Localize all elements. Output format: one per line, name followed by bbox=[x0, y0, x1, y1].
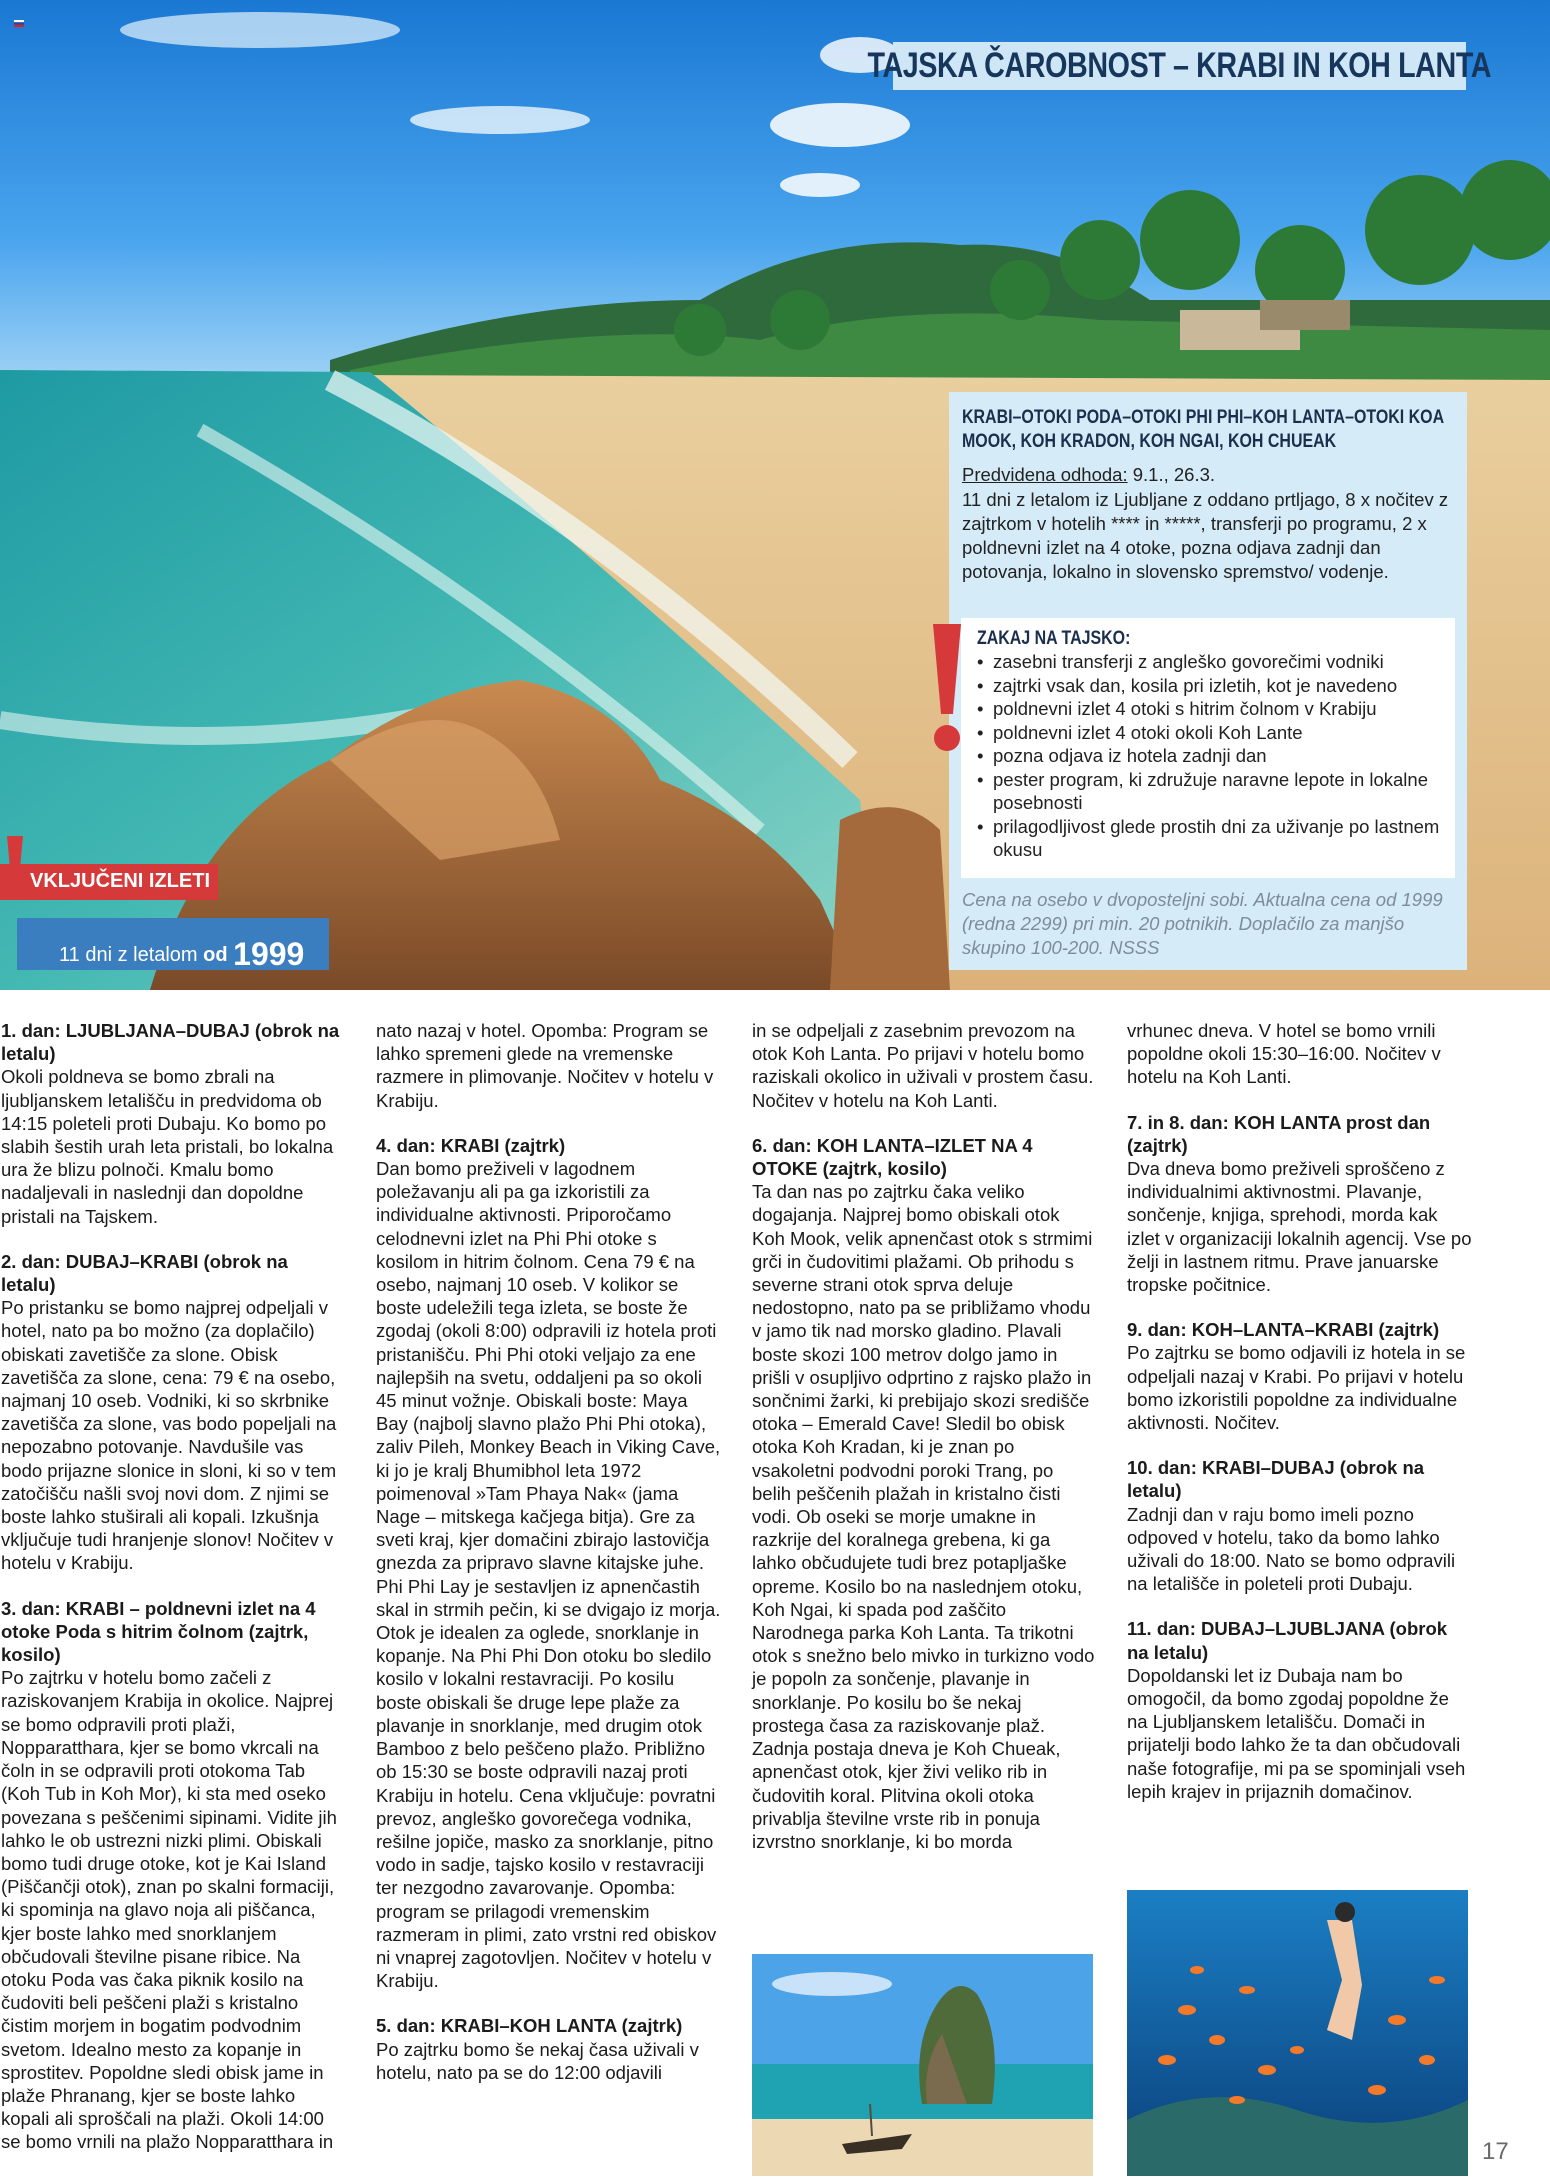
day-text: Po pristanku se bomo najprej odpeljali v hotel, nato pa bo možno (za doplačilo) obiskati zavetišče za slone. Obisk zavetišča za slone, cena: 79 € na osebo, najmanj 10 oseb. Vodniki, ki so skrbnike zavetišča za slone, vas bodo popeljali na nepozabno potovanje. Navdušile vas bodo prijazne slonice in sloni, ki so v tem zatočišču našli svoj novi dom. Z njimi se boste lahko stuširali ali kopali. Izkušnja vključuje tudi hranjenje slonov! Nočitev v hotelu v Krabiju. bbox=[1, 1297, 337, 1574]
day-heading: 1. dan: LJUBLJANA–DUBAJ (obrok na letalu) bbox=[1, 1020, 340, 1065]
included-trips-label: VKLJUČENI IZLETI bbox=[30, 870, 211, 892]
day-text: in se odpeljali z zasebnim prevozom na otok Koh Lanta. Po prijavi v hotelu bomo raziskali okolico in uživali v prostem času. Nočitev v hotelu na Koh Lanti. bbox=[752, 1020, 1094, 1111]
why-thailand-list bbox=[977, 650, 1447, 862]
day-heading: 2. dan: DUBAJ–KRABI (obrok na letalu) bbox=[1, 1250, 288, 1296]
day-text: Okoli poldneva se bomo zbrali na ljubljanskem letališču in predvidoma ob 14:15 poleteli proti Dubaju. Ko bomo po slabih šestih urah leta pristali, bo lokalna ura že blizu polnoči. Kmalu bomo nadaljevali in naslednji dan dopoldne pristali na Tajskem. bbox=[1, 1066, 334, 1227]
list-item: • zasebni transferji z angleško govorečimi vodniki bbox=[977, 650, 1447, 674]
day-text: Po zajtrku se bomo odjavili iz hotela in se odpeljali nazaj v Krabi. Po prijavi v hotelu bomo izkoristili popoldne za individualne aktivnosti. Nočitev. bbox=[1127, 1342, 1466, 1434]
page-title: TAJSKA ČAROBNOST – KRABI IN KOH LANTA bbox=[867, 46, 1492, 85]
why-thailand-title: ZAKAJ NA TAJSKO: bbox=[977, 628, 1131, 649]
day-text: Po zajtrku bomo še nekaj časa uživali v hotelu, nato pa se do 12:00 odjavili bbox=[376, 2038, 699, 2083]
departure-values: 9.1., 26.3. bbox=[1127, 464, 1216, 485]
day-text: Dan bomo preživeli v lagodnem poležavanju ali pa ga izkoristili za individualne aktivnosti. Priporočamo celodnevni izlet na Phi Phi otoke s kosilom in hitrim čolnom. Cena 79 € na osebo, najmanj 10 oseb. V kolikor se boste udeležili tega izleta, se boste že zgodaj (okoli 8:00) odpravili iz hotela proti pristanišču. Phi Phi otoki veljajo za ene najlepših na svetu, oddaljeni pa so okoli 45 minut vožnje. Obiskali boste: Maya Bay (najbolj slavno plažo Phi Phi otoka), zaliv Pileh, Monkey Beach in Viking Cave, ki jo je kralj Bhumibhol leta 1972 poimenoval »Tam Phaya Nak« (jama Nage – mitskega kačjega bitja). Gre za sveti kraj, kjer domačini zbirajo lastovičja gnezda za pripravo slavne kitajske juhe. Phi Phi Lay je sestavljen iz apnenčastih skal in strmih pečin, ki se dvigajo iz morja. Otok je idealen za oglede, snorklanje in kopanje. Na Phi Phi Don otoku bo sledilo kosilo v lokalni restavraciji. Po kosilu boste obiskali še druge lepe plaže za plavanje in snorklanje, med drugim otok Bamboo z belo peščeno plažo. Približno ob 15:30 se boste odpravili nazaj proti Krabiju in hotelu. Cena vključuje: povratni prevoz, angleško govorečega vodnika, rešilne jopiče, masko za snorklanje, pitno vodo in sadje, tajsko kosilo v restavraciji ter nezgodno zavarovanje. Opomba: program se prilagodi vremenskim razmeram in plimi, zato vrstni red obiskov ni vnaprej zagotovljen. Nočitev v hotelu v Krabiju. bbox=[376, 1158, 721, 1992]
day-text: Po zajtrku v hotelu bomo začeli z raziskovanjem Krabija in okolice. Najprej se bomo odpravili proti plaži, Nopparatthara, kjer se bomo vkrcali na čoln in se odpravili proti otokoma Tab (Koh Tub in Koh Mor), ki sta med oseko povezana s peščenimi sipinami. Vidite jih lahko le ob ustrezni nizki plimi. Obiskali bomo tudi druge otoke, kot je Kai Island (Piščančji otok), znan po skalni formaciji, ki spominja na glavo noja ali piščanca, kjer boste lahko med snorklanjem občudovali številne pisane ribice. Na otoku Poda vas čaka piknik kosilo na čudoviti beli peščeni plaži s kristalno čistim morjem in bogatim podvodnim svetom. Idealno mesto za kopanje in sprostitev. Popoldne sledi obisk jame in plaže Phranang, kjer se boste lahko kopali ali sproščali na plaži. Okoli 14:00 se bomo vrnili na plažo Nopparatthara in bbox=[1, 1667, 337, 2153]
route-heading: KRABI–OTOKI PODA–OTOKI PHI PHI–KOH LANTA–OTOKI KOA MOOK, KOH KRADON, KOH NGAI, KOH CHUEAK bbox=[962, 407, 1444, 452]
list-item: • poldnevni izlet 4 otoki okoli Koh Lante bbox=[977, 721, 1447, 745]
day-text: Dva dneva bomo preživeli sproščeno z individualnimi aktivnostmi. Plavanje, sončenje, knjiga, sprehodi, morda kak izlet v organizaciji lokalnih agencij. Vse po želji in lastnem ritmu. Prave januarske tropske počitnice. bbox=[1127, 1158, 1472, 1296]
program-column-1 bbox=[1, 1019, 346, 2176]
list-item: • pester program, ki združuje naravne lepote in lokalne posebnosti bbox=[977, 768, 1447, 815]
day-heading: 3. dan: KRABI – poldnevni izlet na 4 otoke Poda s hitrim čolnom (zajtrk, kosilo) bbox=[1, 1597, 316, 1666]
program-column-3 bbox=[752, 1019, 1097, 1875]
price-prefix: 11 dni z letalom bbox=[59, 944, 204, 966]
list-item: • zajtrki vsak dan, kosila pri izletih, kot je navedeno bbox=[977, 674, 1447, 698]
day-heading: 11. dan: DUBAJ–LJUBLJANA (obrok na letalu) bbox=[1127, 1618, 1448, 1663]
price-badge bbox=[17, 918, 329, 970]
limestone-island-photo bbox=[752, 1954, 1093, 2176]
departure-label: Predvidena odhoda: bbox=[962, 464, 1128, 485]
day-heading: 5. dan: KRABI–KOH LANTA (zajtrk) bbox=[376, 2015, 683, 2037]
day-heading: 4. dan: KRABI (zajtrk) bbox=[376, 1134, 566, 1156]
list-item: • poldnevni izlet 4 otoki s hitrim čolnom v Krabiju bbox=[977, 697, 1447, 721]
day-heading: 9. dan: KOH–LANTA–KRABI (zajtrk) bbox=[1127, 1319, 1440, 1341]
departure-dates bbox=[962, 463, 1457, 487]
day-text: Zadnji dan v raju bomo imeli pozno odpoved v hotelu, tako da bomo lahko uživali do 18:00. Nato se bomo odpravili na letališče in poleteli proti Dubaju. bbox=[1127, 1503, 1456, 1595]
price-od: od bbox=[203, 944, 234, 966]
price-note: Cena na osebo v dvoposteljni sobi. Aktualna cena od 1999 (redna 2299) pri min. 20 potnikih. Doplačilo za manjšo skupino 100-200. NSSS bbox=[962, 889, 1443, 958]
program-column-2 bbox=[376, 1019, 721, 2106]
price-value: 1999 bbox=[233, 936, 305, 972]
flag-icon bbox=[14, 20, 24, 27]
page-title-banner bbox=[867, 42, 1492, 90]
page-number: 17 bbox=[1482, 2138, 1509, 2165]
day-text: Ta dan nas po zajtrku čaka veliko dogajanja. Najprej bomo obiskali otok Koh Mook, velik apnenčast otok s strmimi grči in čudovitimi plažami. Ob prihodu s severne strani otok sprva deluje nedostopno, nato pa se približamo vhodu v jamo tik nad morsko gladino. Plavali boste skozi 100 metrov dolgo jamo in prišli v osupljivo odprtino z rajsko plažo in sončnimi žarki, ki prebijajo skozi središče otoka – Emerald Cave! Sledil bo obisk otoka Koh Kradan, ki je znan po vsakoletni podvodni poroki Trang, po belih peščenih plažah in kristalno čisti vodi. Ob oseki se morje umakne in razkrije del koralnega grebena, ki ga lahko občudujete tudi brez potapljaške opreme. Kosilo bo na naslednjem otoku, Koh Ngai, ki spada pod zaščito Narodnega parka Koh Lanta. Ta trikotni otok s snežno belo mivko in turkizno vodo je popoln za sončenje, plavanje in snorklanje. Po kosilu bo še nekaj prostega časa za raziskovanje plaž. Zadnja postaja dneva je Koh Chueak, apnenčast otok, kjer živi veliko rib in čudovitih koral. Plitvina okoli otoka privablja številne vrste rib in ponuja izvrstno snorklanje, ki bo morda bbox=[752, 1181, 1095, 1852]
list-item: • pozna odjava iz hotela zadnji dan bbox=[977, 744, 1447, 768]
trip-info-box bbox=[949, 392, 1467, 970]
day-heading: 7. in 8. dan: KOH LANTA prost dan (zajtrk) bbox=[1127, 1111, 1431, 1156]
trip-description: 11 dni z letalom iz Ljubljane z oddano prtljago, 8 x nočitev z zajtrkom v hotelih **** in *****, transferji po programu, 2 x poldnevni izlet na 4 otoke, pozna odjava zadnji dan potovanja, lokalno in slovensko spremstvo/ vodenje. bbox=[962, 489, 1449, 582]
day-heading: 6. dan: KOH LANTA–IZLET NA 4 OTOKE (zajtrk, kosilo) bbox=[752, 1134, 1033, 1180]
included-trips-badge bbox=[0, 864, 218, 900]
day-text: Dopoldanski let iz Dubaja nam bo omogočil, da bomo zgodaj popoldne že na Ljubljanskem letališču. Domači in prijatelji bodo lahko že ta dan občudovali naše fotografije, mi pa se spominjali vseh lepih krajev in prijaznih domačinov. bbox=[1127, 1664, 1466, 1802]
list-item: • prilagodljivost glede prostih dni za uživanje po lastnem okusu bbox=[977, 815, 1447, 862]
day-heading: 10. dan: KRABI–DUBAJ (obrok na letalu) bbox=[1127, 1457, 1425, 1502]
day-text: nato nazaj v hotel. Opomba: Program se lahko spremeni glede na vremenske razmere in plimovanje. Nočitev v hotelu v Krabiju. bbox=[376, 1020, 714, 1111]
program-column-4 bbox=[1127, 1019, 1472, 1825]
snorkeling-reef-photo bbox=[1127, 1890, 1468, 2176]
day-text: vrhunec dneva. V hotel se bomo vrnili popoldne okoli 15:30–16:00. Nočitev v hotelu na Koh Lanti. bbox=[1127, 1020, 1441, 1088]
why-thailand-box bbox=[961, 618, 1455, 878]
